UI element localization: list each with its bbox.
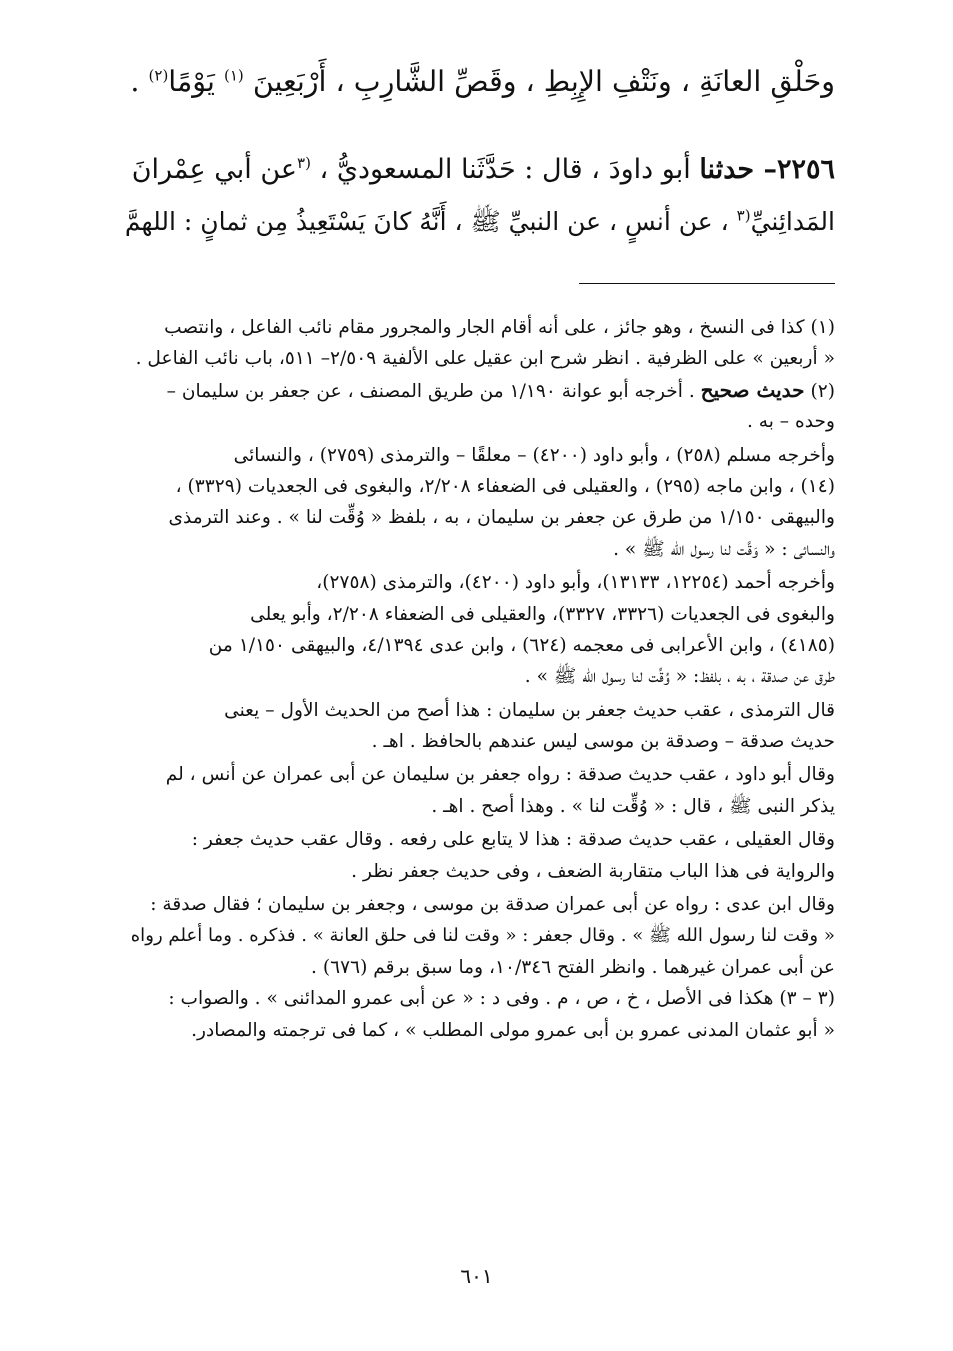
page-number: ٦٠١ xyxy=(460,1264,493,1288)
footnote-line: والبغوى فى الجعديات (٣٣٢٦، ٣٣٢٧)، والعقيلى فى الضعفاء ٢/٢٠٨، وأبو يعلى xyxy=(250,603,835,625)
hadith-text-line-3 xyxy=(120,200,835,244)
footnote-line: وقال ابن عدى : رواه عن أبى عمران صدقة بن موسى ، وجعفر بن سليمان ؛ فقال صدقة : xyxy=(150,894,835,916)
footnote-line: والبيهقى ١/١٥٠ من طرق عن جعفر بن سليمان ، به ، بلفظ « وُقِّت لنا » . وعند الترمذى xyxy=(168,507,835,529)
footnote-paragraph xyxy=(120,759,835,822)
footnote-line: يذكر النبى ﷺ ، قال : « وُقِّت لنا » . وهذا أصح . اهـ . xyxy=(431,795,835,817)
hadith-text-segment: يَوْمًا xyxy=(168,65,215,98)
footnote-line: وأخرجه أحمد (١٢٢٥٤، ١٣١٣٣)، وأبو داود (٤٢٠٠)، والترمذى (٢٧٥٨)، xyxy=(316,572,835,594)
footnote-line: (١) كذا فى النسخ ، وهو جائز ، على أنه أقام الجار والمجرور مقام نائب الفاعل ، وانتصب xyxy=(164,317,835,338)
footnote-line: عن أبى عمران غيرهما . وانظر الفتح ١٠/٣٤٦، وما سبق برقم (٦٧٦) . xyxy=(311,956,835,978)
hadith-text-segment: وحَلْقِ العانَةِ ، ونَتْفِ الإِبِطِ ، وقَصِّ الشَّارِبِ ، أَرْبَعِينَ xyxy=(252,65,835,98)
footnote-line: « وقت لنا رسول الله ﷺ » . وقال جعفر : « وقت لنا فى حلق العانة » . فذكره . وما أعلم رواه xyxy=(130,925,835,947)
footnote-line: قال الترمذى ، عقب حديث جعفر بن سليمان : هذا أصح من الحديث الأول – يعنى xyxy=(224,699,835,721)
hadith-text-segment: المَدائِنيِّ xyxy=(750,207,835,236)
footnote-line: وأخرجه مسلم (٢٥٨) ، وأبو داود (٤٢٠٠) – معلقًا – والترمذى (٢٧٥٩) ، والنسائى xyxy=(233,444,835,466)
footnote-line: وحده – به . xyxy=(746,411,835,433)
footnote-3 xyxy=(120,983,835,1046)
footnote-line xyxy=(120,375,835,406)
sentence-end: . xyxy=(130,65,140,98)
hadith-text-segment: ، عن أنسٍ ، عن النبيِّ ﷺ ، أَنَّهُ كانَ يَسْتَعِيذُ مِن ثمانٍ : اللهمَّ xyxy=(124,207,729,236)
footnote-line: (٣ – ٣) هكذا فى الأصل ، خ ، ص ، م . وفى د : « عن أبى عمرو المدائنى » . والصواب : xyxy=(168,988,835,1010)
footnote-label: (٢) xyxy=(810,380,835,402)
footnote-marker-3[interactable]: (٣ xyxy=(297,154,311,172)
footnote-paragraph xyxy=(120,889,835,983)
footnote-line: والرواية فى هذا الباب متقاربة الضعف ، وفى حديث جعفر نظر . xyxy=(351,860,835,882)
footnote-paragraph xyxy=(120,695,835,758)
footnote-marker-1[interactable]: (١) xyxy=(223,66,244,85)
footnote-paragraph xyxy=(120,824,835,887)
hadith-text-line-2 xyxy=(120,148,835,192)
footnote-paragraph xyxy=(120,440,835,566)
grading-term: حديث صحيح xyxy=(700,377,805,402)
hadith-text-segment: أبو داودَ ، قال : حَدَّثَنا المسعوديُّ ، xyxy=(319,154,691,185)
footnote-line: (٤١٨٥) ، وابن الأعرابى فى معجمه (٦٢٤) ، وابن عدى ٤/١٣٩٤، والبيهقى ١/١٥٠ من xyxy=(208,634,835,656)
footnote-line: وقال أبو داود ، عقب حديث صدقة : رواه جعفر بن سليمان عن أبى عمران عن أنس ، لم xyxy=(165,764,835,786)
footnote-text: . أخرجه أبو عوانة ١/١٩٠ من طريق المصنف ، عن جعفر بن سليمان – xyxy=(166,380,695,402)
footnote-line: والنسائى : « وَقَّت لنا رسول الله ﷺ » . xyxy=(613,538,835,560)
hadith-number: ٢٢٥٦ xyxy=(776,154,835,185)
footnote-2 xyxy=(120,375,835,438)
footnote-divider xyxy=(579,283,835,284)
footnote-marker-2[interactable]: (٢) xyxy=(148,66,169,85)
footnotes-section xyxy=(120,312,835,1046)
footnote-paragraph xyxy=(120,567,835,693)
narration-lead: – حدثنا xyxy=(699,154,777,185)
footnote-line: « أربعين » على الظرفية . انظر شرح ابن عقيل على الألفية ٢/٥٠٩– ٥١١، باب نائب الفاعل . xyxy=(135,348,835,370)
footnote-1 xyxy=(120,312,835,375)
footnote-marker-3-close[interactable]: (٣ xyxy=(736,206,751,225)
hadith-text-line-1 xyxy=(120,60,835,104)
hadith-text-segment: عن أبي عِمْرانَ xyxy=(131,154,297,185)
footnote-line: « أبو عثمان المدنى عمرو بن أبى عمرو مولى المطلب » ، كما فى ترجمته والمصادر. xyxy=(191,1019,835,1041)
footnote-line: (١٤) ، وابن ماجه (٢٩٥) ، والعقيلى فى الضعفاء ٢/٢٠٨، والبغوى فى الجعديات (٣٣٢٩) ، xyxy=(175,475,835,497)
footnote-line: وقال العقيلى ، عقب حديث صدقة : هذا لا يتابع على رفعه . وقال عقب حديث جعفر : xyxy=(191,829,835,851)
footnote-line: حديث صدقة – وصدقة بن موسى ليس عندهم بالحافظ . اهـ . xyxy=(371,731,835,753)
footnote-line: طرق عن صدقة ، به ، بلفظ: « وُقِّت لنا رسول الله ﷺ » . xyxy=(524,666,835,688)
